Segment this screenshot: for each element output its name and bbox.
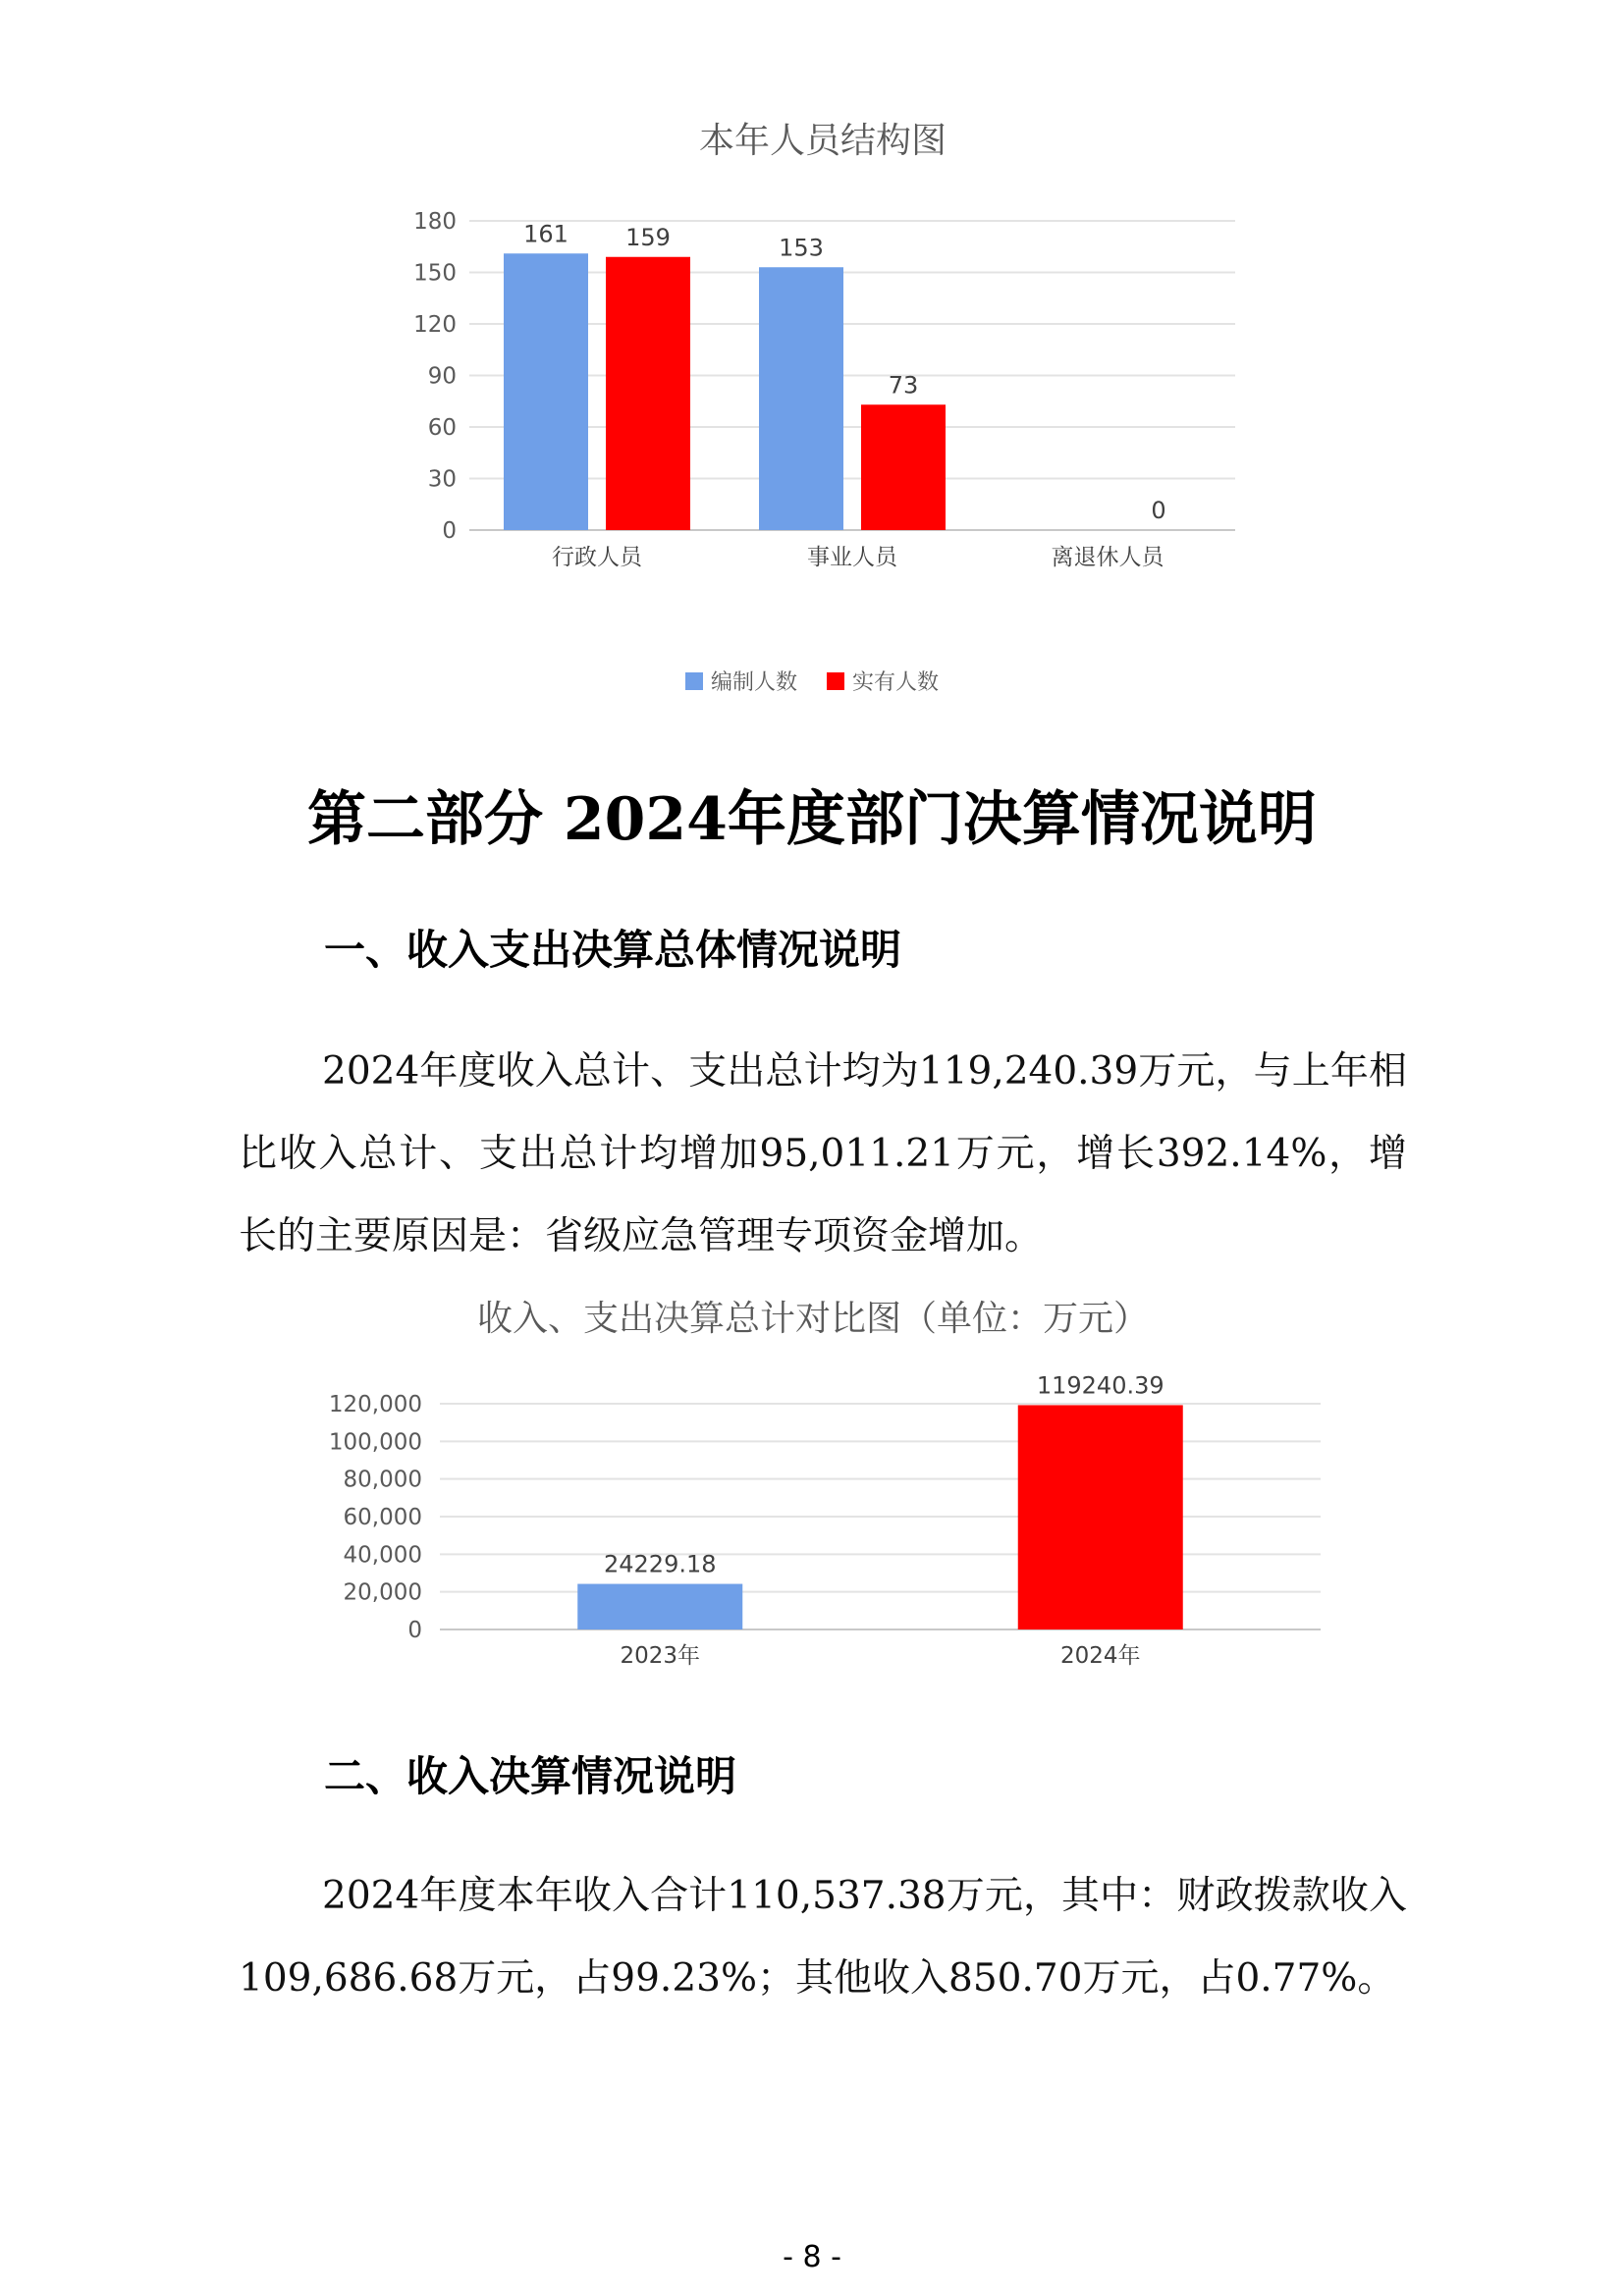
x-category-label: 2023年 <box>620 1643 701 1669</box>
y-tick-label: 0 <box>407 1618 422 1643</box>
bar-实有人数 <box>861 404 946 530</box>
y-tick-label: 100,000 <box>328 1429 422 1456</box>
section1-paragraph: 2024年度收入总计、支出总计均为119,240.39万元，与上年相比收入总计、支出总计均增加95,011.21万元，增长392.14%，增长的主要原因是：省级应急管理专项资金增加。 <box>239 1049 1407 1258</box>
legend-swatch <box>685 672 703 690</box>
y-tick-label: 60,000 <box>343 1505 422 1530</box>
y-tick-label: 60 <box>427 415 457 441</box>
bar-value-label: 73 <box>888 371 919 400</box>
legend-label: 编制人数 <box>711 670 798 695</box>
y-tick-label: 80,000 <box>343 1467 422 1493</box>
y-tick-label: 90 <box>427 363 457 390</box>
staff-structure-chart <box>0 103 1624 712</box>
chart-title: 本年人员结构图 <box>698 121 947 161</box>
x-category-label: 2024年 <box>1059 1643 1141 1669</box>
section2-title: 二、收入决算情况说明 <box>324 1752 737 1800</box>
y-tick-label: 30 <box>427 466 457 493</box>
bar-value-label: 0 <box>1151 497 1166 524</box>
bar-2023年 <box>577 1584 742 1629</box>
y-tick-label: 120,000 <box>328 1392 422 1417</box>
bar-编制人数 <box>759 267 843 530</box>
income-expense-comparison-chart <box>0 1286 1624 1698</box>
y-tick-label: 180 <box>413 209 457 235</box>
chart-title: 收入、支出决算总计对比图（单位：万元） <box>476 1299 1150 1339</box>
bar-value-label: 159 <box>625 223 671 251</box>
legend-swatch <box>827 672 844 690</box>
y-tick-label: 120 <box>413 312 457 338</box>
staff-structure-chart-svg <box>0 103 1624 712</box>
legend-label: 实有人数 <box>852 670 940 695</box>
x-category-label: 行政人员 <box>552 545 642 570</box>
x-category-label: 事业人员 <box>807 545 897 570</box>
y-tick-label: 40,000 <box>343 1542 422 1569</box>
income-expense-chart-svg <box>0 1286 1624 1698</box>
y-tick-label: 150 <box>413 260 457 287</box>
bar-2024年 <box>1018 1405 1183 1629</box>
bar-value-label: 153 <box>779 234 824 262</box>
section1-title: 一、收入支出决算总体情况说明 <box>324 926 902 974</box>
bar-实有人数 <box>606 257 690 530</box>
y-tick-label: 0 <box>442 518 457 544</box>
bar-value-label: 161 <box>523 220 568 248</box>
bar-value-label: 24229.18 <box>603 1550 717 1578</box>
bar-value-label: 119240.39 <box>1036 1371 1164 1400</box>
section2-paragraph: 2024年度本年收入合计110,537.38万元，其中：财政拨款收入109,686.68万元，占99.23%；其他收入850.70万元，占0.77%。 <box>239 1874 1407 2001</box>
y-tick-label: 20,000 <box>343 1579 422 1606</box>
bar-编制人数 <box>504 253 588 530</box>
part-title: 第二部分 2024年度部门决算情况说明 <box>307 785 1317 854</box>
x-category-label: 离退休人员 <box>1051 545 1164 570</box>
page-number: - 8 - <box>783 2240 841 2274</box>
